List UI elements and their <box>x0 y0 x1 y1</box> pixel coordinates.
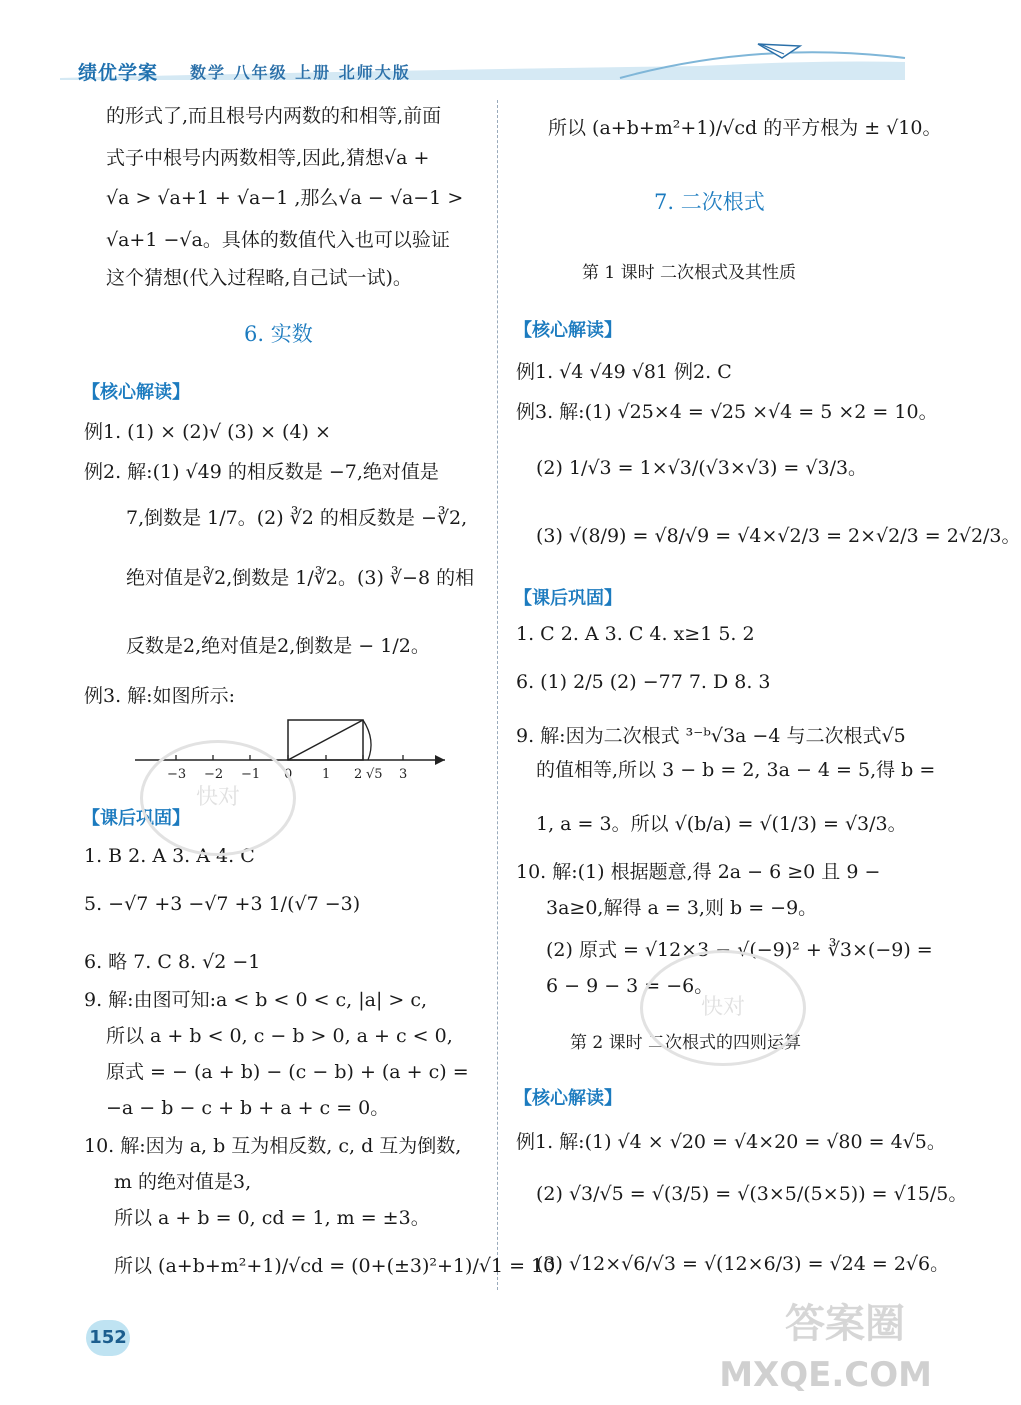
example-line: (2) √3/√5 = √(3/5) = √(3×5/(5×5)) = √15/5。 <box>536 1183 968 1205</box>
answer-line: 5. −√7 +3 −√7 +3 1/(√7 −3) <box>84 893 361 915</box>
text-line: 所以 (a+b+m²+1)/√cd 的平方根为 ± √10。 <box>548 117 942 139</box>
tick-label: 3 <box>399 767 408 782</box>
brand-logo: 绩优学案 <box>78 62 159 84</box>
example-line: 例3. 解:如图所示: <box>84 685 235 707</box>
watermark-stamp: 快对 <box>140 740 296 856</box>
example-line: 绝对值是∛2,倒数是 1/∛2。(3) ∛−8 的相 <box>126 567 475 589</box>
answer-line: 的值相等,所以 3 − b = 2, 3a − 4 = 5,得 b = <box>536 759 936 781</box>
tick-label: 2 <box>354 767 363 782</box>
example-line: 例1. (1) × (2)√ (3) × (4) × <box>84 421 331 443</box>
section-tag: 【核心解读】 <box>82 382 190 403</box>
lesson-title: 第 2 课时 二次根式的四则运算 <box>570 1033 802 1053</box>
answer-line: −a − b − c + b + a + c = 0。 <box>106 1097 390 1119</box>
answer-line: (2) 原式 = √12×3 − √(−9)² + ∛3×(−9) = <box>546 939 933 961</box>
answer-line: 10. 解:(1) 根据题意,得 2a − 6 ≥0 且 9 − <box>516 861 881 883</box>
lesson-title: 第 1 课时 二次根式及其性质 <box>582 263 797 283</box>
answer-line: 原式 = − (a + b) − (c − b) + (a + c) = <box>106 1061 469 1083</box>
example-line: (3) √(8/9) = √8/√9 = √4×√2/3 = 2×√2/3 = 2√2/3。 <box>536 525 1021 547</box>
section-tag: 【核心解读】 <box>514 1088 622 1109</box>
answer-line: 所以 a + b = 0, cd = 1, m = ±3。 <box>114 1207 430 1229</box>
answer-line: 3a≥0,解得 a = 3,则 b = −9。 <box>546 897 818 919</box>
answer-line: 9. 解:因为二次根式 ³⁻ᵇ√3a −4 与二次根式√5 <box>516 725 906 747</box>
tick-label: −3 <box>167 767 187 782</box>
column-divider <box>497 100 498 1290</box>
example-line: (3) √12×√6/√3 = √(12×6/3) = √24 = 2√6。 <box>536 1253 950 1275</box>
watermark-text: MXQE.COM <box>719 1355 932 1395</box>
answer-line: 1, a = 3。所以 √(b/a) = √(1/3) = √3/3。 <box>536 813 907 835</box>
example-line: (2) 1/√3 = 1×√3/(√3×√3) = √3/3。 <box>536 457 868 479</box>
section-tag: 【课后巩固】 <box>82 808 190 829</box>
section-tag: 【课后巩固】 <box>514 588 622 609</box>
text-line: 这个猜想(代入过程略,自己试一试)。 <box>106 267 412 289</box>
answer-line: 所以 (a+b+m²+1)/√cd = (0+(±3)²+1)/√1 = 10, <box>114 1255 562 1277</box>
answer-line: 9. 解:由图可知:a < b < 0 < c, |a| > c, <box>84 989 428 1011</box>
text-line: √a+1 −√a。具体的数值代入也可以验证 <box>106 229 450 251</box>
answer-line: 1. C 2. A 3. C 4. x≥1 5. 2 <box>516 623 755 645</box>
tick-label: −1 <box>241 767 261 782</box>
example-line: 例1. 解:(1) √4 × √20 = √4×20 = √80 = 4√5。 <box>516 1131 946 1153</box>
page-header <box>0 0 950 90</box>
answer-line: m 的绝对值是3, <box>114 1171 252 1193</box>
answer-line: 6. 略 7. C 8. √2 −1 <box>84 951 261 973</box>
tick-label: −2 <box>204 767 224 782</box>
answer-line: 所以 a + b < 0, c − b > 0, a + c < 0, <box>106 1025 453 1047</box>
answer-line: 10. 解:因为 a, b 互为相反数, c, d 互为倒数, <box>84 1135 462 1157</box>
example-line: 反数是2,绝对值是2,倒数是 − 1/2。 <box>126 635 430 657</box>
answer-line: 6. (1) 2/5 (2) −77 7. D 8. 3 <box>516 671 771 693</box>
section-tag: 【核心解读】 <box>514 320 622 341</box>
watermark-logo: 答案圈 <box>785 1300 905 1347</box>
tick-label: 1 <box>322 767 331 782</box>
subject-info: 数学 八年级 上册 北师大版 <box>190 63 411 82</box>
section-title: 7. 二次根式 <box>654 190 765 214</box>
text-line: √a > √a+1 + √a−1 ,那么√a − √a−1 > <box>106 187 464 209</box>
text-line: 式子中根号内两数相等,因此,猜想√a + <box>106 147 430 169</box>
text-line: 的形式了,而且根号内两数的和相等,前面 <box>106 105 442 127</box>
example-line: 例2. 解:(1) √49 的相反数是 −7,绝对值是 <box>84 461 439 483</box>
answer-line: 6 − 9 − 3 = −6。 <box>546 975 714 997</box>
example-line: 例3. 解:(1) √25×4 = √25 ×√4 = 5 ×2 = 10。 <box>516 401 938 423</box>
page-number: 152 <box>86 1320 130 1356</box>
answer-line: 1. B 2. A 3. A 4. C <box>84 845 255 867</box>
watermark-stamp: 快对 <box>640 950 806 1066</box>
tick-label: 0 <box>284 767 293 782</box>
section-title: 6. 实数 <box>244 322 313 346</box>
example-line: 例1. √4 √49 √81 例2. C <box>516 361 732 383</box>
tick-label: √5 <box>366 767 383 782</box>
example-line: 7,倒数是 1/7。(2) ∛2 的相反数是 −∛2, <box>126 507 468 529</box>
